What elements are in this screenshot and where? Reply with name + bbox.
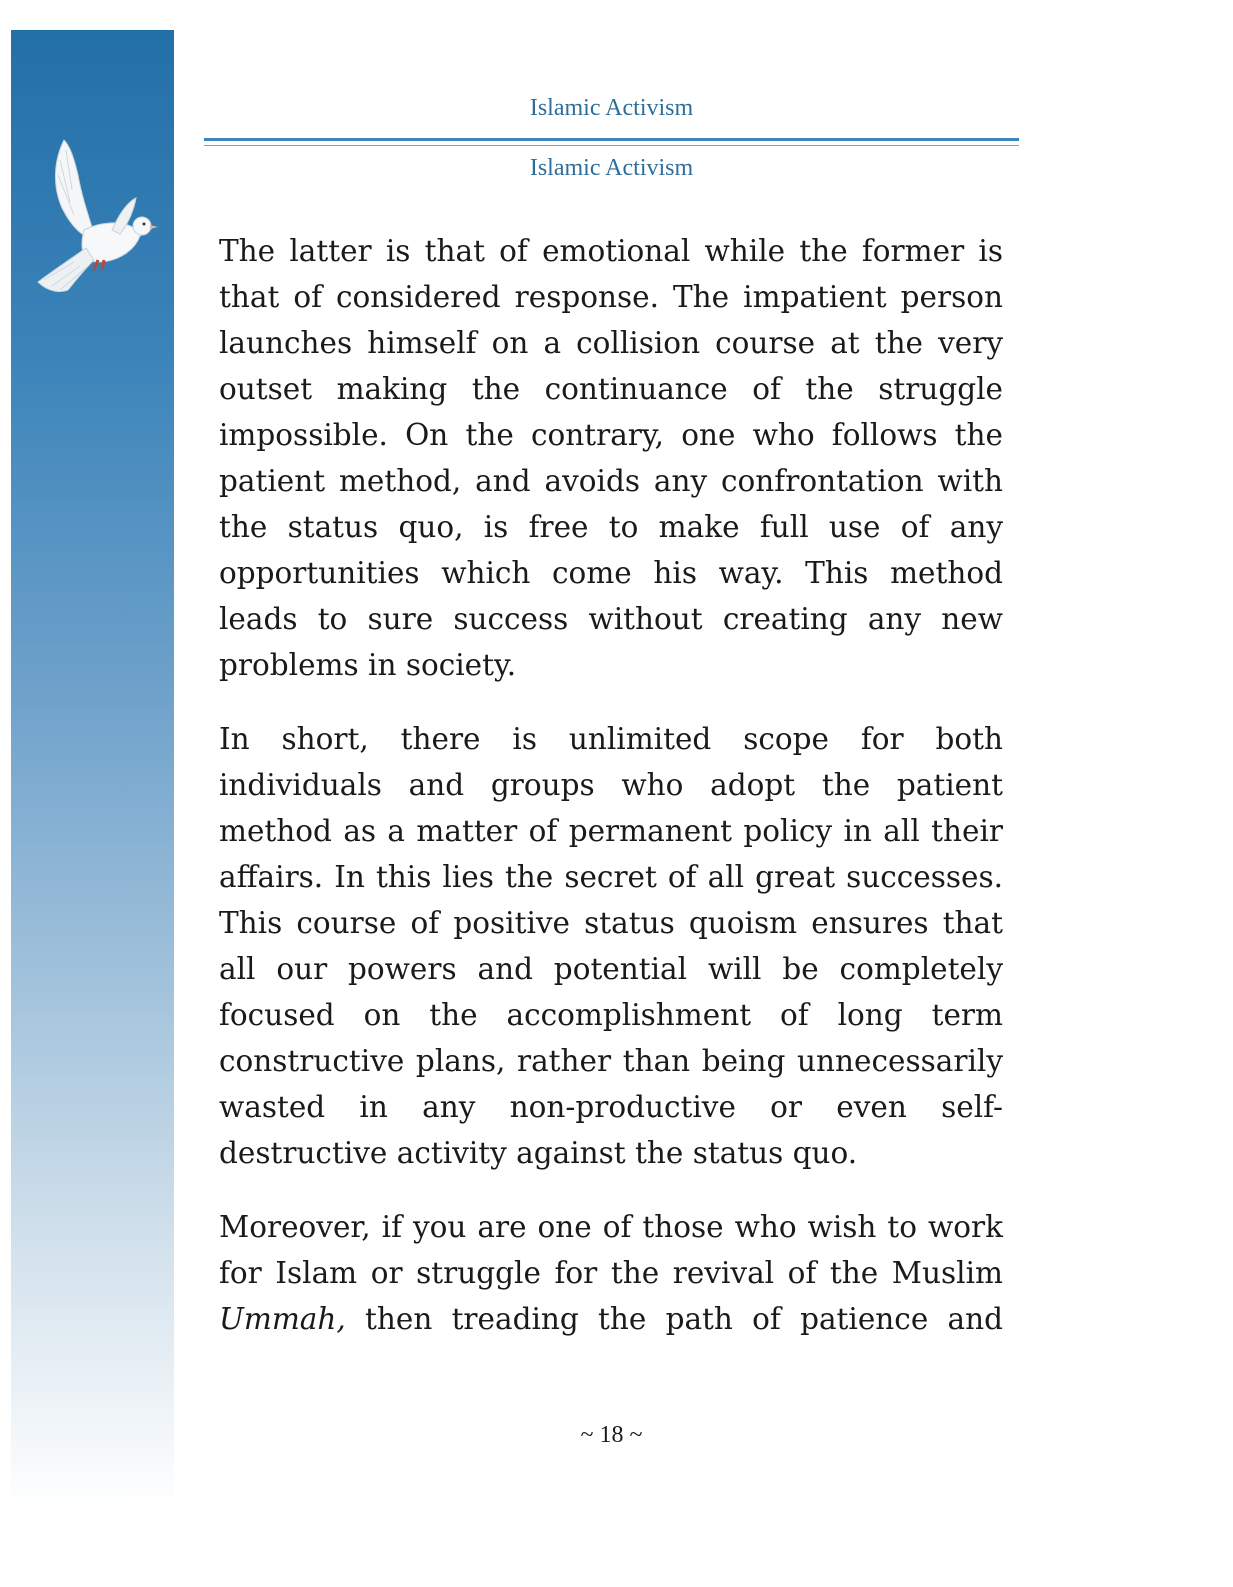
paragraph-1: The latter is that of emotional while the former is that of considered response. The impatient person launches himself on a collision course at the very outset making the continuance of the struggle impossible. On the contrary, one who follows the patient method, and avoids any confrontation with the status quo, is free to make full use of any opportunities which come his way. This method leads to sure success without creating any new problems in society.: [219, 234, 1003, 682]
header-rule-thick: [204, 138, 1019, 141]
running-title-top: Islamic Activism: [529, 95, 694, 121]
page-number: ~ 18 ~: [580, 1422, 643, 1448]
paragraph-3-end: then treading the path of patience and: [345, 1302, 1003, 1336]
dove-icon: [24, 130, 164, 305]
body-text: [219, 228, 1003, 1370]
running-title-bottom: Islamic Activism: [529, 155, 694, 181]
paragraph-3-italic-term: Ummah,: [219, 1302, 346, 1336]
paragraph-2: In short, there is unlimited scope for both individuals and groups who adopt the patient method as a matter of permanent policy in all their affairs. In this lies the secret of all great successes. This course of positive status quoism ensures that all our powers and potential will be completely focused on the accomplishment of long term constructive plans, rather than being unnecessarily wasted in any non-productive or even self-destructive activity against the status quo.: [219, 722, 1003, 1170]
paragraph-3-start: Moreover, if you are one of those who wish to work for Islam or struggle for the revival of the Muslim: [219, 1210, 1003, 1290]
paragraph-3: [219, 1204, 1003, 1342]
header-rule-thin: [204, 145, 1019, 146]
